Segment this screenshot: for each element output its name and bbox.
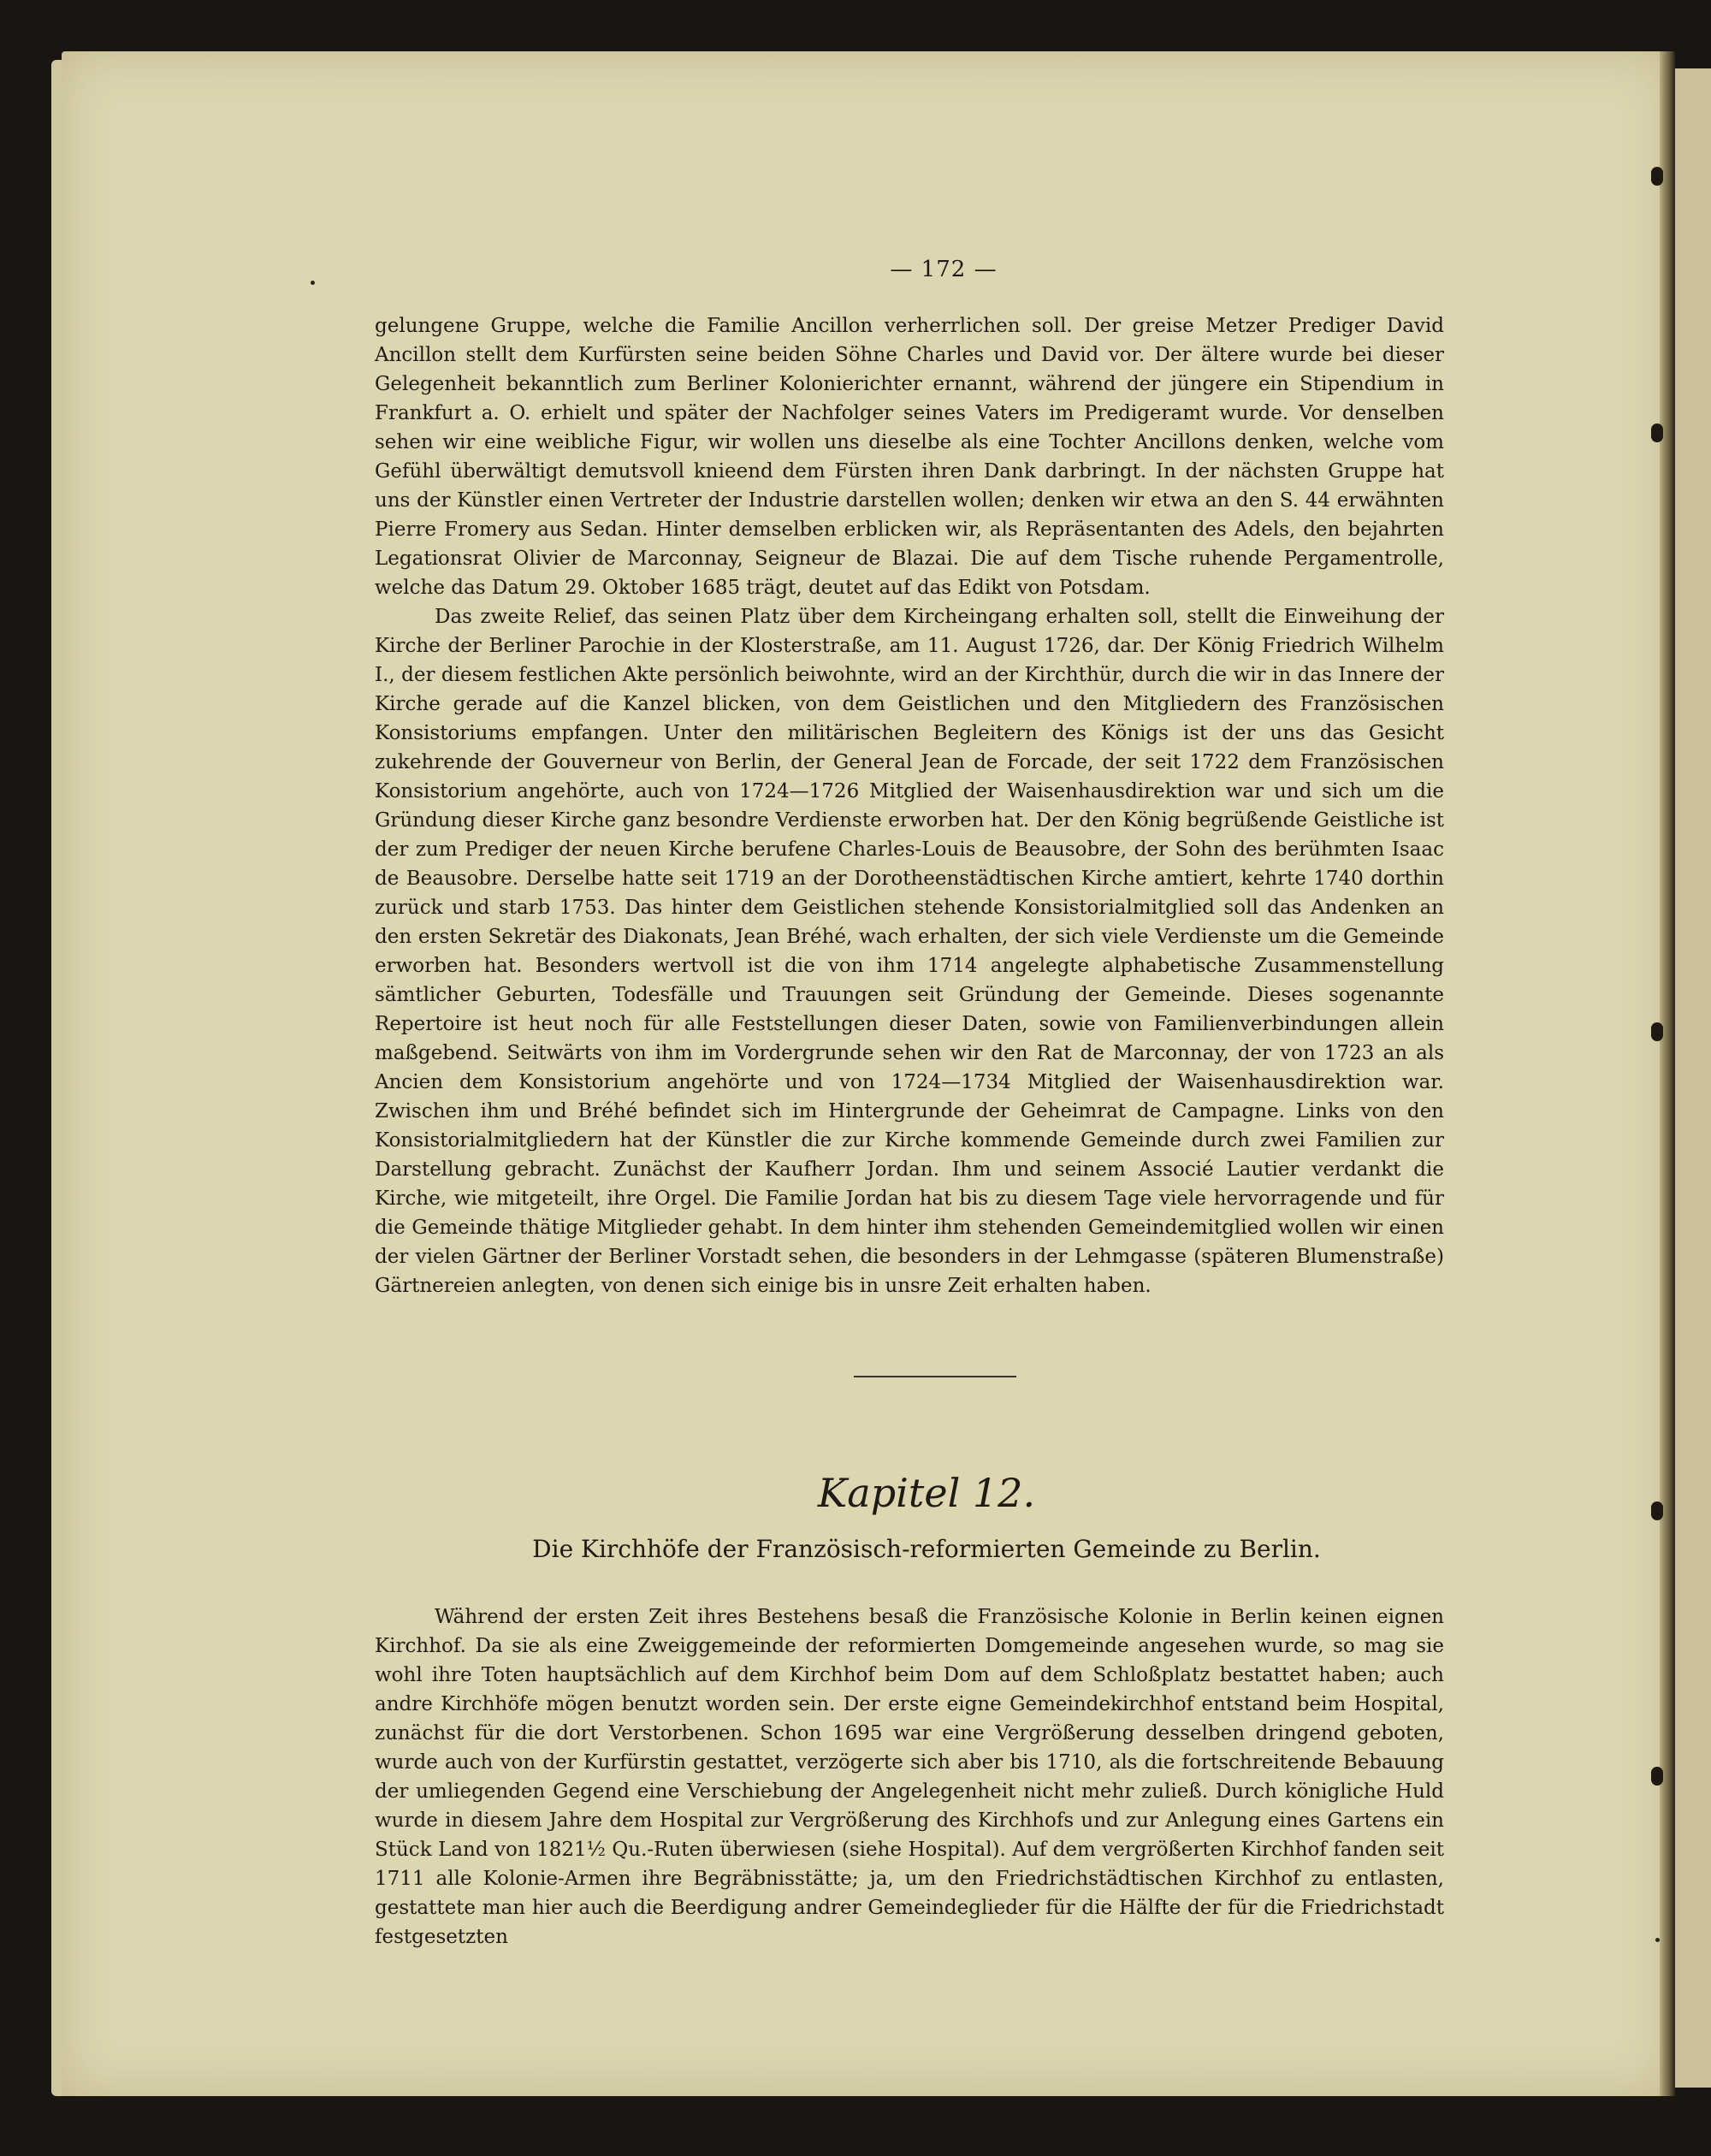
section-divider xyxy=(854,1376,1016,1377)
book-gutter xyxy=(1660,51,1675,2096)
paragraph-second-relief: Das zweite Relief, das seinen Platz über dem Kircheingang erhalten soll, stellt die Einweihung der Kirche der Berliner Parochie in der Klosterstraße, am 11. August 1726, dar. Der König Friedrich Wilhelm I., der diesem festlichen Akte persönlich beiwohnte, wird an der Kirchthür, durch die wir in das Innere der Kirche gerade auf die Kanzel blicken, von dem Geistlichen und den Mitgliedern des Französischen Konsistoriums empfangen. Unter den militärischen Begleitern des Königs ist der uns das Gesicht zukehrende der Gouverneur von Berlin, der General Jean de Forcade, der seit 1722 dem Französischen Konsistorium angehörte, auch von 1724—1726 Mitglied der Waisenhausdirektion war und sich um die Gründung dieser Kirche ganz besondre Verdienste erworben hat. Der den König begrüßende Geistliche ist der zum Prediger der neuen Kirche berufene Charles-Louis de Beausobre, der Sohn des berühmten Isaac de Beausobre. Derselbe hatte seit 1719 an der Dorotheenstädtischen Kirche amtiert, kehrte 1740 dorthin zurück und starb 1753. Das hinter dem Geistlichen stehende Konsistorialmitglied soll das Andenken an den ersten Sekretär des Diakonats, Jean Bréhé, wach erhalten, der sich viele Verdienste um die Gemeinde erworben hat. Besonders wertvoll ist die von ihm 1714 angelegte alphabetische Zusammenstellung sämtlicher Geburten, Todesfälle und Trauungen seit Gründung der Gemeinde. Dieses sogenannte Repertoire ist heut noch für alle Feststellungen dieser Daten, sowie von Familienverbindungen allein maßgebend. Seitwärts von ihm im Vordergrunde sehen wir den Rat de Marconnay, der von 1723 an als Ancien dem Konsistorium angehörte und von 1724—1734 Mitglied der Waisenhausdirektion war. Zwischen ihm und Bréhé befindet sich im Hintergrunde der Geheimrat de Campagne. Links von den Konsistorialmitgliedern hat der Künstler die zur Kirche kommende Gemeinde durch zwei Familien zur Darstellung gebracht. Zunächst der Kaufherr Jordan. Ihm und seinem Associé Lautier verdankt die Kirche, wie mitgeteilt, ihre Orgel. Die Familie Jordan hat bis zu diesem Tage viele hervorragende und für die Gemeinde thätige Mitglieder gehabt. In dem hinter ihm stehenden Gemeindemitglied wollen wir einen der vielen Gärtner der Berliner Vorstadt sehen, die besonders in der Lehmgasse (späteren Blumenstraße) Gärtnereien anlegten, von denen sich einige bis in unsre Zeit erhalten haben. xyxy=(375,606,1444,1297)
paragraph-ancillon: gelungene Gruppe, welche die Familie Ancillon verherrlichen soll. Der greise Metzer Prediger David Ancillon stellt dem Kurfürsten seine beiden Söhne Charles und David vor. Der ältere wurde bei dieser Gelegenheit bekanntlich zum Berliner Kolonierichter ernannt, während der jüngere ein Stipendium in Frankfurt a. O. erhielt und später der Nachfolger seines Vaters im Predigeramt wurde. Vor denselben sehen wir eine weibliche Figur, wir wollen uns dieselbe als eine Tochter Ancillons denken, welche vom Gefühl überwältigt demutsvoll knieend dem Fürsten ihren Dank darbringt. In der nächsten Gruppe hat uns der Künstler einen Vertreter der Industrie darstellen wollen; denken wir etwa an den S. 44 erwähnten Pierre Fromery aus Sedan. Hinter demselben erblicken wir, als Repräsentanten des Adels, den bejahrten Legationsrat Olivier de Marconnay, Seigneur de Blazai. Die auf dem Tische ruhende Pergamentrolle, welche das Datum 29. Oktober 1685 trägt, deutet auf das Edikt von Potsdam. xyxy=(375,315,1444,599)
chapter-subtitle: Die Kirchhöfe der Französisch-reformierten Gemeinde zu Berlin. xyxy=(532,1535,1321,1563)
binding-thread-mark xyxy=(1651,1502,1663,1520)
paragraph-kirchhoefe: Während der ersten Zeit ihres Bestehens besaß die Französische Kolonie in Berlin keinen eignen Kirchhof. Da sie als eine Zweiggemeinde der reformierten Domgemeinde angesehen wurde, so mag sie wohl ihre Toten hauptsächlich auf dem Kirchhof beim Dom auf dem Schloßplatz bestattet haben; auch andre Kirchhöfe mögen benutzt worden sein. Der erste eigne Gemeindekirchhof entstand beim Hospital, zunächst für die dort Verstorbenen. Schon 1695 war eine Vergrößerung desselben dringend geboten, wurde auch von der Kurfürstin gestattet, verzögerte sich aber bis 1710, als die fortschreitende Bebauung der umliegenden Gegend eine Verschiebung der Angelegenheit nicht mehr zuließ. Durch königliche Huld wurde in diesem Jahre dem Hospital zur Vergrößerung des Kirchhofs und zur Anlegung eines Gartens ein Stück Land von 1821½ Qu.-Ruten überwiesen (siehe Hospital). Auf dem vergrößerten Kirchhof fanden seit 1711 alle Kolonie-Armen ihre Begräbnisstätte; ja, um den Friedrichstädtischen Kirchhof zu entlasten, gestattete man hier auch die Beerdigung andrer Gemeindeglieder für die Hälfte der für die Friedrichstadt festgesetzten xyxy=(375,1606,1444,1948)
binding-thread-mark xyxy=(1651,167,1663,186)
ink-speck xyxy=(311,281,315,285)
chapter-title: Kapitel 12. xyxy=(817,1470,1036,1516)
binding-thread-mark xyxy=(1651,424,1663,442)
facing-page-edge xyxy=(1675,68,1711,2088)
page-content xyxy=(375,257,1444,1952)
binding-thread-mark xyxy=(1651,1022,1663,1041)
ink-speck xyxy=(1655,1938,1660,1942)
page-number: — 172 — xyxy=(890,257,998,282)
binding-thread-mark xyxy=(1651,1767,1663,1786)
